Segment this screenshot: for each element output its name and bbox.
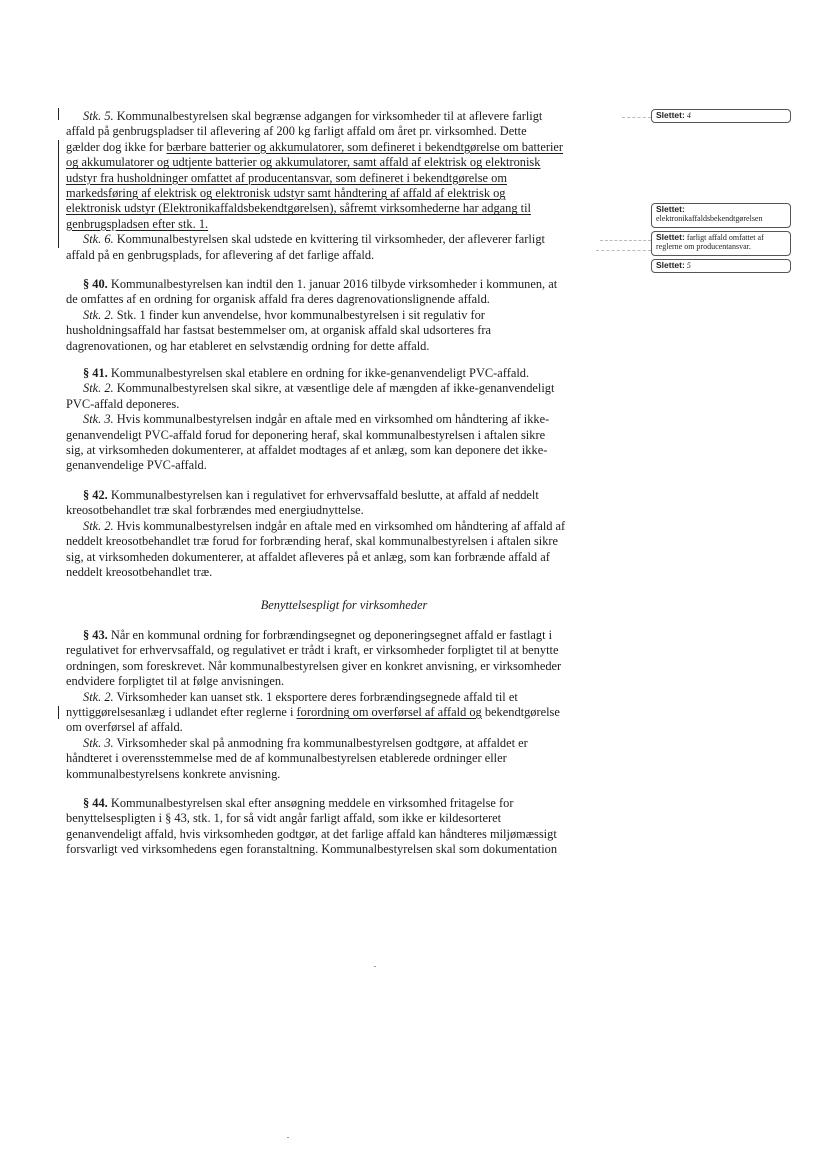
stk-label: Stk. 6.: [83, 232, 114, 247]
section-44: § 44. Kommunalbestyrelsen skal efter ansøgning meddele en virksomhed fritagelse for benyttelsespligten i § 43, stk. 1, for så vidt angår farligt affald, som ikke er kildesorteret genanvendeligt affald, hvis virksomheden godtgør, at det farlige affald kan håndteres miljømæssigt forsvarligt ved virksomhedens egen foranstaltning. Kommunalbestyrelsen skal som dokumentation: [66, 796, 558, 857]
inserted-text: forordning om overførsel af affald og: [296, 705, 482, 720]
inserted-text: bærbare batterier og akkumulatorer, som defineret i bekendtgørelse om batterier: [166, 139, 564, 154]
stk-label: Stk. 3.: [83, 735, 114, 750]
stk-label: Stk. 2.: [83, 381, 114, 396]
comment-label: Slettet:: [656, 110, 685, 120]
inserted-text: udstyr fra husholdninger omfattet af producentansvar, som defineret i bekendtgørelse om: [66, 170, 507, 185]
stk-label: Stk. 5.: [83, 109, 114, 123]
stk-label: Stk. 2.: [83, 518, 114, 533]
stk-5-paragraph: Stk. 5. Kommunalbestyrelsen skal begrænse adgangen for virksomheder til at aflevere farligt affald på genbrugspladser til aflevering af 200 kg farligt affald om året pr. virksomhed. Dette gælder dog ikke for bærbare batterier og akkumulatorer, som defineret i bekendtgørelse om batterier og akkumulatorer og udtjente batterier og akkumulatorer, samt affald af elektrisk og elektronisk udstyr fra husholdninger omfattet af producentansvar, som defineret i bekendtgørelse om markedsføring af elektrisk og elektronisk udstyr samt håndtering af affald af elektrisk og elektronisk udstyr (Elektronikaffaldsbekendtgørelsen), såfremt virksomhederne har adgang til genbrugspladsen efter stk. 1. Stk. 6. Kommunalbestyrelsen skal udstede en kvittering til virksomheder, der afleverer farligt affald på en genbrugsplads, for aflevering af det farlige affald.: [66, 109, 622, 263]
scan-speck: [374, 966, 376, 967]
inserted-text: og akkumulatorer og udtjente batterier og akkumulatorer, samt affald af elektrisk og elektronisk: [66, 155, 541, 170]
inserted-text: elektronisk udstyr (Elektronikaffaldsbekendtgørelsen), såfremt virksomhederne har adgang til: [66, 201, 531, 216]
comment-label: Slettet:: [656, 260, 685, 270]
change-bar: [58, 140, 59, 248]
comment-leader-line: [600, 240, 651, 241]
deletion-comment[interactable]: [651, 231, 791, 256]
stk-label: Stk. 2.: [83, 307, 114, 322]
section-41: § 41. Kommunalbestyrelsen skal etablere en ordning for ikke-genanvendeligt PVC-affald. Stk. 2. Kommunalbestyrelsen skal sikre, at væsentlige dele af mængden af ikke-genanvendeligt PVC-affald deponeres. Stk. 3. Hvis kommunalbestyrelsen indgår en aftale med en virksomhed om håndtering af ikke- genanvendeligt PVC-affald forud for deponering heraf, skal kommunalbestyrelsen i aftalen sikre sig, at virksomheden dokumenterer, at affaldet modtages af et anlæg, som kan deponere det ikke- genanvendelige PVC-affald.: [66, 366, 555, 473]
section-number: § 43.: [83, 628, 108, 642]
section-number: § 42.: [83, 488, 108, 502]
comment-text: 4: [686, 111, 691, 120]
section-number: § 44.: [83, 796, 108, 810]
deletion-comment[interactable]: [651, 109, 791, 123]
scan-speck: [287, 1137, 289, 1138]
section-number: § 41.: [83, 366, 108, 380]
comment-leader-line: [596, 250, 651, 251]
inserted-text: markedsføring af elektrisk og elektronisk udstyr samt håndtering af affald af elektrisk og: [66, 186, 506, 201]
comment-leader-line: [622, 117, 651, 118]
section-43: § 43. Når en kommunal ordning for forbrændingsegnet og deponeringsegnet affald er fastlagt i regulativet for erhvervsaffald, og regulativet er trådt i kraft, er virksomheder forpligtet til at benytte ordningen, som foreskrevet. Når kommunalbestyrelsen giver en konkret anvisning, er virksomheder endvidere forpligtet til at følge anvisningen. Stk. 2. Virksomheder kan uanset stk. 1 eksportere deres forbrændingsegnede affald til et nyttiggørelsesanlæg i udlandet efter reglerne i forordning om overførsel af affald og bekendtgørelse om overførsel af affald. Stk. 3. Virksomheder skal på anmodning fra kommunalbestyrelsen godtgøre, at affaldet er håndteret i overensstemmelse med de af kommunalbestyrelsen etablerede ordninger eller kommunalbestyrelsens konkrete anvisning.: [66, 628, 562, 781]
section-number: § 40.: [83, 277, 108, 291]
comment-label: Slettet:: [656, 232, 685, 242]
inserted-text: genbrugspladsen efter stk. 1.: [66, 216, 209, 231]
comment-text: 5: [686, 261, 691, 270]
section-40: § 40. Kommunalbestyrelsen kan indtil den 1. januar 2016 tilbyde virksomheder i kommunen, at de omfattes af en ordning for organisk affald fra deres dagrenovationslignende affald. Stk. 2. Stk. 1 finder kun anvendelse, hvor kommunalbestyrelsen i sit regulativ for husholdningsaffald har fastsat bestemmelser om, at organisk affald skal udsorteres fra dagrenovationen, og har etableret en selvstændig ordning for dette affald.: [66, 277, 558, 353]
stk-label: Stk. 3.: [83, 412, 114, 427]
section-42: § 42. Kommunalbestyrelsen kan i regulativet for erhvervsaffald beslutte, at affald af neddelt kreosotbehandlet træ skal forbrændes med energiudnyttelse. Stk. 2. Hvis kommunalbestyrelsen indgår en aftale med en virksomhed om håndtering af affald af neddelt kreosotbehandlet træ forud for forbrænding heraf, skal kommunalbestyrelsen i aftalen sikre sig, at virksomheden dokumenterer, at affaldet afleveres på et anlæg, som kan forbrænde affald af neddelt kreosotbehandlet træ.: [66, 488, 566, 580]
change-bar: [58, 108, 59, 120]
stk-label: Stk. 2.: [83, 689, 114, 704]
comment-text: farligt affald omfattet af reglerne om producentansvar.: [656, 233, 764, 251]
comment-label: Slettet:: [656, 204, 685, 214]
section-heading: Benyttelsespligt for virksomheder: [260, 598, 428, 612]
comment-text: elektronikaffaldsbekendtgørelsen: [656, 214, 763, 223]
deletion-comment[interactable]: [651, 259, 791, 273]
change-bar: [58, 706, 59, 719]
deletion-comment[interactable]: [651, 203, 791, 228]
